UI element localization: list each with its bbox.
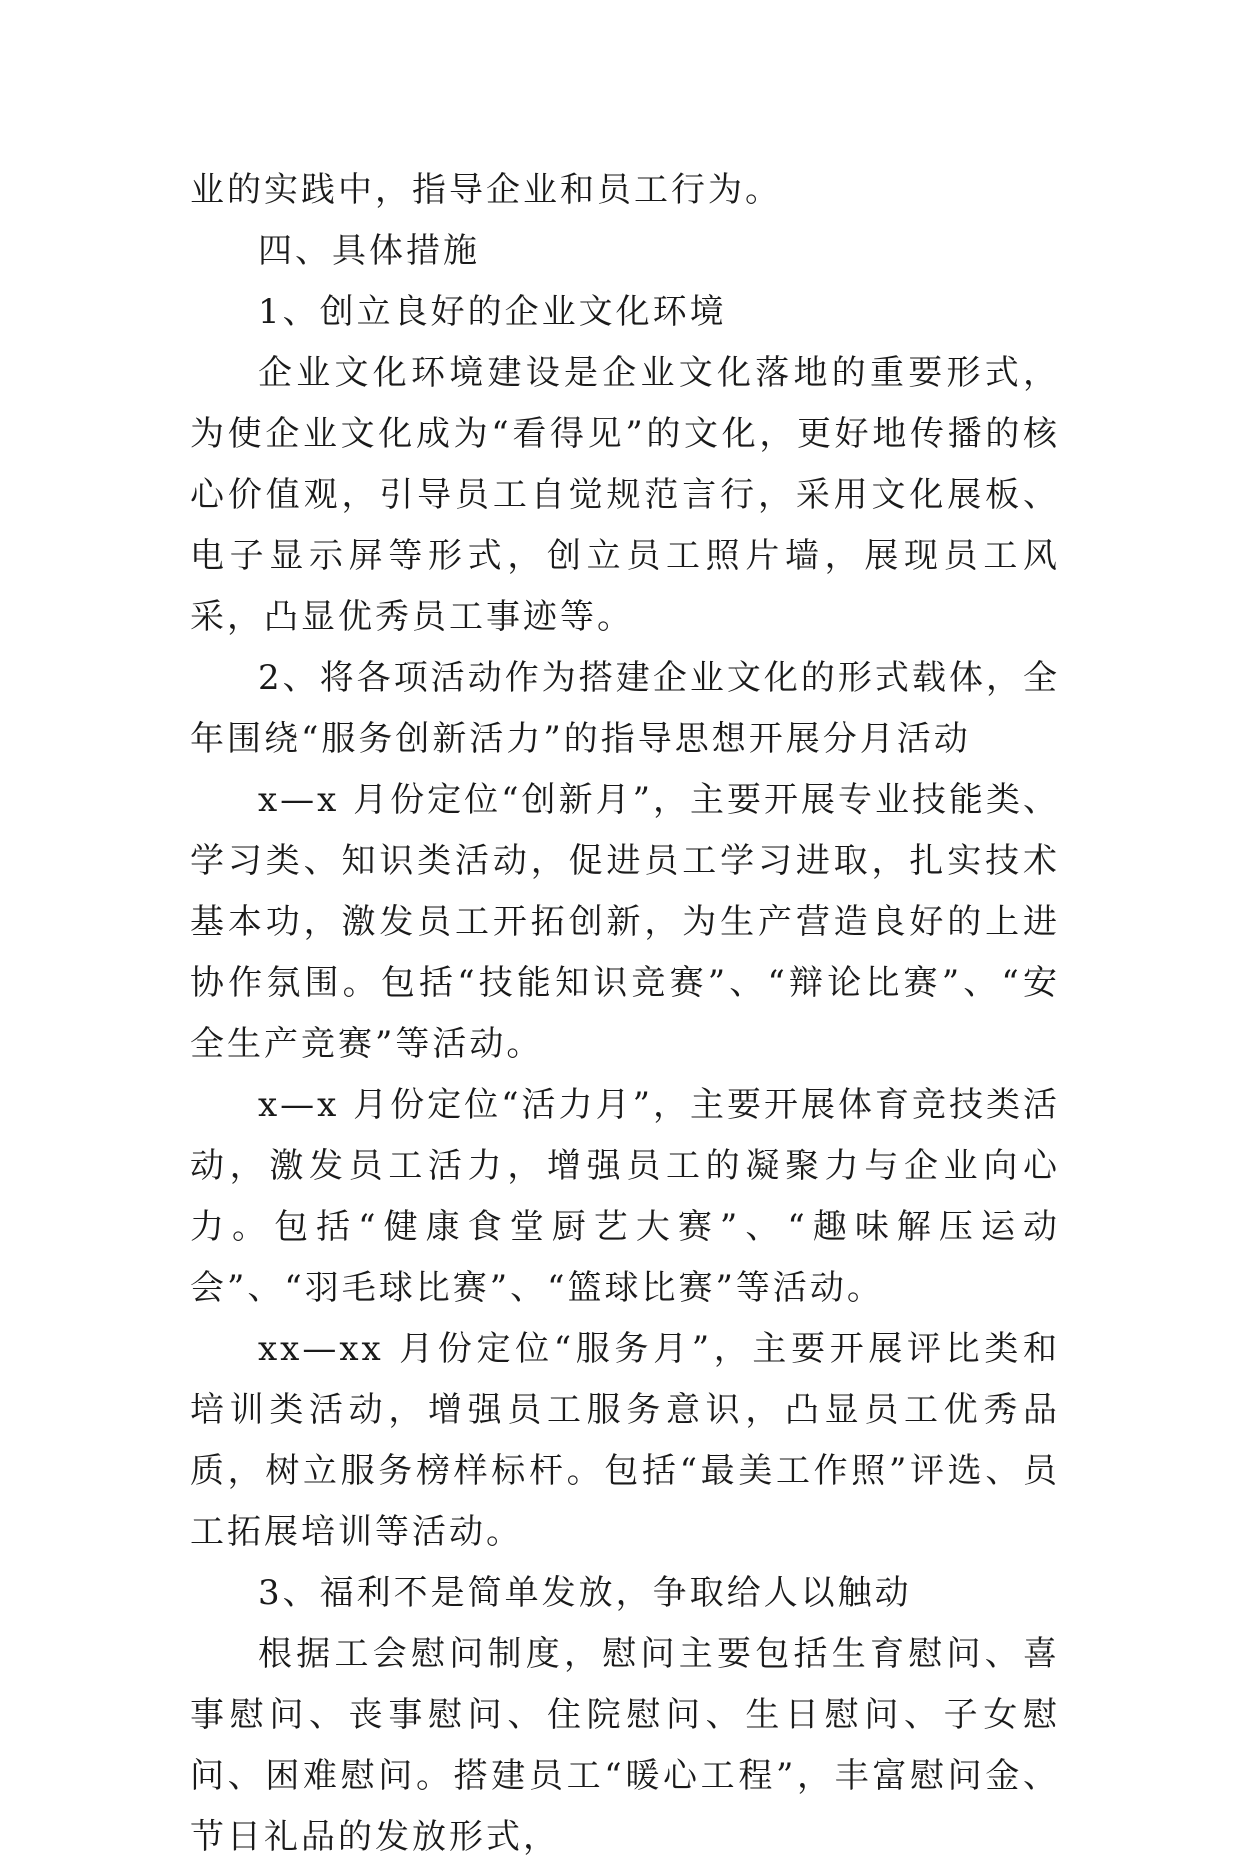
subheading-activities: 2、将各项活动作为搭建企业文化的形式载体，全年围绕“服务创新活力”的指导思想开展分月活动: [190, 658, 1060, 759]
subheading-welfare: 3、福利不是简单发放，争取给人以触动: [258, 1573, 912, 1613]
document-body: [190, 160, 1060, 1868]
paragraph-culture-environment: 企业文化环境建设是企业文化落地的重要形式，为使企业文化成为“看得见”的文化，更好地传播的核心价值观，引导员工自觉规范言行，采用文化展板、电子显示屏等形式，创立员工照片墙，展现员工风采，凸显优秀员工事迹等。: [190, 353, 1060, 637]
paragraph-union-condolence: 根据工会慰问制度，慰问主要包括生育慰问、喜事慰问、丧事慰问、住院慰问、生日慰问、子女慰问、困难慰问。搭建员工“暖心工程”，丰富慰问金、节日礼品的发放形式，: [190, 1634, 1060, 1857]
paragraph-continuation: 业的实践中，指导企业和员工行为。: [190, 170, 782, 210]
paragraph-vitality-month: x—x 月份定位“活力月”，主要开展体育竞技类活动，激发员工活力，增强员工的凝聚力与企业向心力。包括“健康食堂厨艺大赛”、“趣味解压运动会”、“羽毛球比赛”、“篮球比赛”等活动。: [190, 1085, 1060, 1308]
paragraph-service-month: xx—xx 月份定位“服务月”，主要开展评比类和培训类活动，增强员工服务意识，凸显员工优秀品质，树立服务榜样标杆。包括“最美工作照”评选、员工拓展培训等活动。: [190, 1329, 1060, 1552]
paragraph-innovation-month: x—x 月份定位“创新月”，主要开展专业技能类、学习类、知识类活动，促进员工学习进取，扎实技术基本功，激发员工开拓创新，为生产营造良好的上进协作氛围。包括“技能知识竞赛”、“辩论比赛”、“安全生产竞赛”等活动。: [190, 780, 1060, 1064]
subheading-culture-environment: 1、创立良好的企业文化环境: [258, 292, 727, 332]
section-heading-measures: 四、具体措施: [258, 231, 480, 271]
